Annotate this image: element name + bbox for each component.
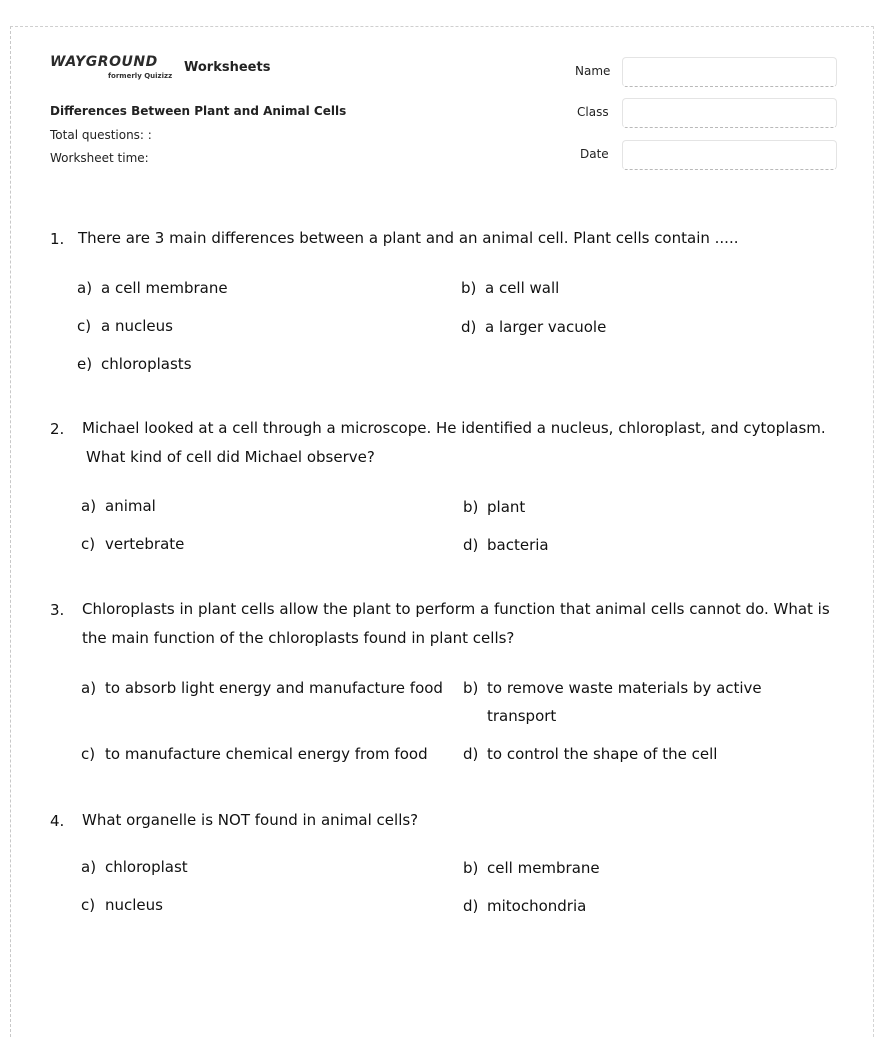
option-text: a cell membrane xyxy=(101,279,228,297)
option-text: a nucleus xyxy=(101,317,173,335)
option-text: cell membrane xyxy=(487,859,600,877)
option-c[interactable] xyxy=(81,530,184,558)
option-text: bacteria xyxy=(487,536,549,554)
question-text: Chloroplasts in plant cells allow the plant to perform a function that animal cells cannot do. What is xyxy=(82,600,830,618)
question-number: 1. xyxy=(50,230,65,248)
option-e[interactable] xyxy=(77,350,192,378)
option-text: plant xyxy=(487,498,526,516)
name-field[interactable] xyxy=(622,57,837,87)
option-letter: a) xyxy=(77,279,93,297)
question-text: Michael looked at a cell through a microscope. He identified a nucleus, chloroplast, and cytoplasm. xyxy=(82,419,826,437)
option-letter: b) xyxy=(463,679,479,697)
option-letter: a) xyxy=(81,497,97,515)
option-text: to remove waste materials by active transport xyxy=(487,679,762,725)
option-text: to absorb light energy and manufacture food xyxy=(105,679,443,697)
option-letter: d) xyxy=(461,318,477,336)
question-text: What organelle is NOT found in animal cells? xyxy=(82,811,419,829)
option-text: nucleus xyxy=(105,896,163,914)
option-text: vertebrate xyxy=(105,535,185,553)
class-field[interactable] xyxy=(622,98,837,128)
option-letter: c) xyxy=(81,745,96,763)
logo-subtitle: formerly Quizizz xyxy=(108,72,173,80)
option-c[interactable] xyxy=(81,891,163,919)
option-c[interactable] xyxy=(81,740,461,768)
option-d[interactable] xyxy=(463,531,549,559)
option-text: chloroplast xyxy=(105,858,188,876)
question-text: There are 3 main differences between a plant and an animal cell. Plant cells contain ..... xyxy=(78,229,739,247)
option-b[interactable] xyxy=(463,493,525,521)
worksheet-time-label: Worksheet time: xyxy=(50,151,149,165)
option-text: to control the shape of the cell xyxy=(487,745,718,763)
option-b[interactable] xyxy=(463,854,600,882)
worksheets-label: Worksheets xyxy=(184,60,271,75)
option-letter: a) xyxy=(81,679,97,697)
name-label: Name xyxy=(575,64,611,78)
question-text-line2: the main function of the chloroplasts found in plant cells? xyxy=(82,629,515,647)
option-letter: c) xyxy=(81,535,96,553)
option-letter: c) xyxy=(81,896,96,914)
worksheet-header xyxy=(50,55,840,185)
option-b[interactable] xyxy=(461,274,559,302)
option-a[interactable] xyxy=(81,674,461,702)
option-letter: d) xyxy=(463,897,479,915)
date-label: Date xyxy=(580,147,609,161)
option-letter: e) xyxy=(77,355,93,373)
option-d[interactable] xyxy=(461,313,606,341)
option-letter: d) xyxy=(463,536,479,554)
option-letter: c) xyxy=(77,317,92,335)
option-a[interactable] xyxy=(81,492,156,520)
option-d[interactable] xyxy=(463,740,717,768)
question-number: 3. xyxy=(50,601,65,619)
option-letter: d) xyxy=(463,745,479,763)
option-text: chloroplasts xyxy=(101,355,192,373)
total-questions-label: Total questions: : xyxy=(50,128,152,142)
option-c[interactable] xyxy=(77,312,173,340)
option-text: mitochondria xyxy=(487,897,587,915)
wayground-logo xyxy=(50,55,175,85)
option-letter: b) xyxy=(461,279,477,297)
option-text: animal xyxy=(105,497,156,515)
option-a[interactable] xyxy=(81,853,188,881)
option-a[interactable] xyxy=(77,274,228,302)
date-field[interactable] xyxy=(622,140,837,170)
option-d[interactable] xyxy=(463,892,586,920)
option-text: a larger vacuole xyxy=(485,318,607,336)
option-letter: b) xyxy=(463,859,479,877)
logo-wordmark: WAYGROUND xyxy=(50,54,158,70)
worksheet-title: Differences Between Plant and Animal Cells xyxy=(50,104,347,118)
class-label: Class xyxy=(577,105,609,119)
question-number: 2. xyxy=(50,420,65,438)
question-text-line2: What kind of cell did Michael observe? xyxy=(86,448,375,466)
option-letter: a) xyxy=(81,858,97,876)
question-number: 4. xyxy=(50,812,65,830)
option-text: a cell wall xyxy=(485,279,560,297)
option-letter: b) xyxy=(463,498,479,516)
option-b[interactable] xyxy=(463,674,773,730)
option-text: to manufacture chemical energy from food xyxy=(105,745,428,763)
